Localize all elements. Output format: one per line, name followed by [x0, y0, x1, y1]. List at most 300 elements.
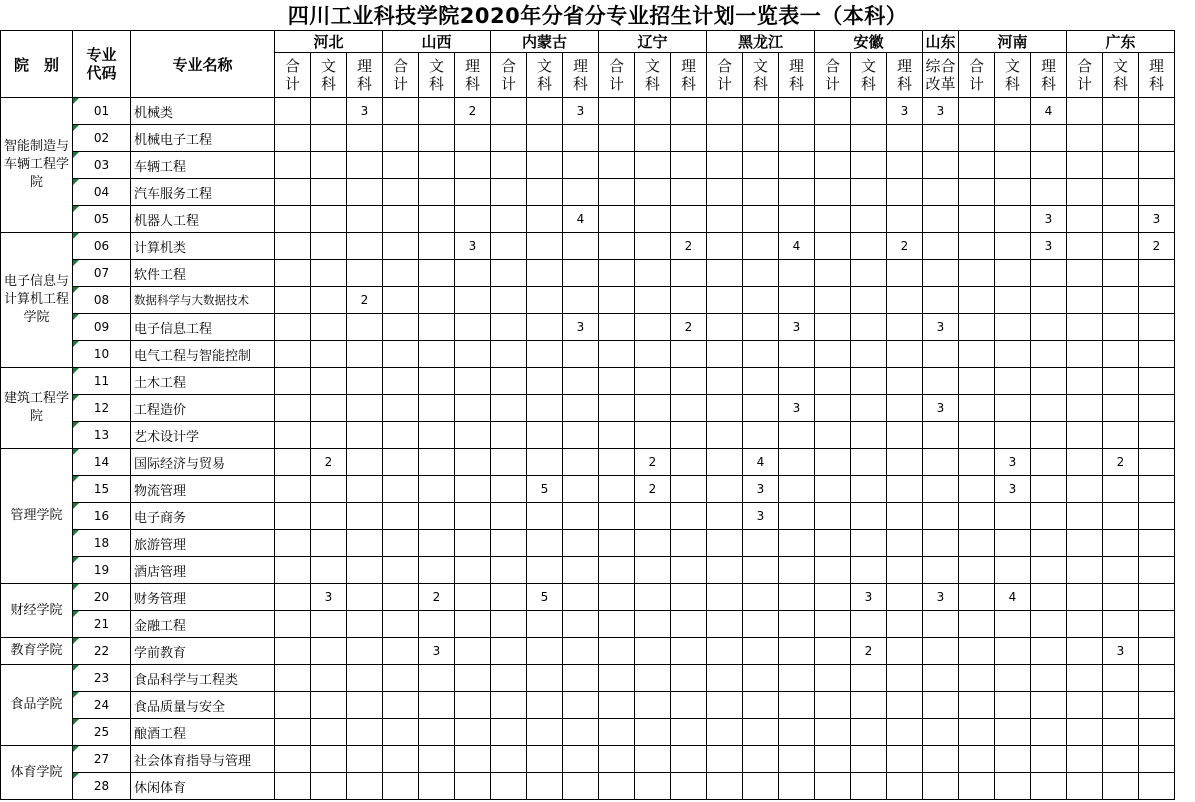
quota-cell: [1031, 530, 1067, 557]
quota-cell: 3: [779, 395, 815, 422]
major-name-cell: 休闲体育: [131, 773, 275, 800]
quota-cell: [959, 746, 995, 773]
quota-cell: [1103, 557, 1139, 584]
major-name-cell: 机械电子工程: [131, 125, 275, 152]
quota-cell: [779, 341, 815, 368]
quota-cell: [887, 287, 923, 314]
college-cell: 财经学院: [1, 584, 73, 638]
quota-cell: [635, 314, 671, 341]
quota-cell: [383, 773, 419, 800]
quota-cell: [455, 287, 491, 314]
quota-cell: [671, 368, 707, 395]
quota-cell: [1103, 422, 1139, 449]
quota-cell: [491, 449, 527, 476]
quota-cell: [851, 611, 887, 638]
table-row: [1, 530, 1175, 557]
quota-cell: [383, 503, 419, 530]
quota-cell: [707, 584, 743, 611]
quota-cell: [527, 341, 563, 368]
major-code-cell: 24: [73, 692, 131, 719]
quota-cell: [491, 179, 527, 206]
quota-cell: [887, 746, 923, 773]
quota-cell: [959, 179, 995, 206]
college-column-header: 院 别: [1, 31, 73, 98]
major-code-cell: 01: [73, 98, 131, 125]
subject-header-line: 计: [824, 75, 840, 93]
subject-header-line: 合: [500, 57, 516, 75]
quota-cell: [347, 611, 383, 638]
quota-cell: [1067, 719, 1103, 746]
quota-cell: 2: [887, 233, 923, 260]
quota-cell: [959, 773, 995, 800]
quota-cell: [347, 530, 383, 557]
quota-cell: [275, 503, 311, 530]
quota-cell: [815, 152, 851, 179]
subject-header: [311, 53, 347, 98]
quota-cell: [959, 449, 995, 476]
major-code-cell: 06: [73, 233, 131, 260]
quota-cell: 3: [1103, 638, 1139, 665]
quota-cell: 3: [743, 503, 779, 530]
quota-cell: [959, 152, 995, 179]
quota-cell: 3: [1031, 206, 1067, 233]
quota-cell: [491, 692, 527, 719]
quota-cell: [815, 557, 851, 584]
quota-cell: [383, 341, 419, 368]
quota-cell: [671, 395, 707, 422]
quota-cell: [923, 638, 959, 665]
quota-cell: [527, 719, 563, 746]
subject-header: [851, 53, 887, 98]
quota-cell: [491, 584, 527, 611]
quota-cell: [599, 773, 635, 800]
quota-cell: [491, 341, 527, 368]
quota-cell: [563, 611, 599, 638]
quota-cell: [635, 638, 671, 665]
quota-cell: [635, 179, 671, 206]
quota-cell: [1067, 503, 1103, 530]
subject-header: [275, 53, 311, 98]
quota-cell: [563, 125, 599, 152]
major-name-cell: 学前教育: [131, 638, 275, 665]
college-cell: 食品学院: [1, 665, 73, 746]
quota-cell: [383, 638, 419, 665]
quota-cell: [887, 530, 923, 557]
table-row: [1, 233, 1175, 260]
quota-cell: [1139, 395, 1175, 422]
quota-cell: [815, 314, 851, 341]
quota-cell: [995, 125, 1031, 152]
quota-cell: [815, 260, 851, 287]
major-name-cell: 机械类: [131, 98, 275, 125]
quota-cell: [491, 206, 527, 233]
quota-cell: [851, 665, 887, 692]
subject-header-line: 科: [356, 75, 372, 93]
quota-cell: [887, 584, 923, 611]
quota-cell: [707, 314, 743, 341]
quota-cell: [275, 233, 311, 260]
quota-cell: [599, 611, 635, 638]
subject-header-line: 科: [644, 75, 660, 93]
subject-header: [491, 53, 527, 98]
quota-cell: [455, 557, 491, 584]
quota-cell: [707, 125, 743, 152]
subject-header: [959, 53, 995, 98]
quota-cell: [1139, 719, 1175, 746]
quota-cell: [563, 287, 599, 314]
table-row: [1, 719, 1175, 746]
quota-cell: [779, 638, 815, 665]
quota-cell: [779, 746, 815, 773]
quota-cell: [563, 557, 599, 584]
subject-header-line: 计: [1076, 75, 1092, 93]
quota-cell: [1067, 476, 1103, 503]
quota-cell: [707, 611, 743, 638]
quota-cell: [383, 746, 419, 773]
quota-cell: [347, 503, 383, 530]
quota-cell: [563, 665, 599, 692]
quota-cell: [887, 395, 923, 422]
table-row: [1, 395, 1175, 422]
quota-cell: [1139, 746, 1175, 773]
quota-cell: [275, 584, 311, 611]
subject-header-line: 科: [1148, 75, 1164, 93]
quota-cell: 2: [347, 287, 383, 314]
quota-cell: [671, 98, 707, 125]
subject-header-line: 理: [1040, 57, 1056, 75]
quota-cell: [275, 638, 311, 665]
quota-cell: [923, 611, 959, 638]
quota-cell: [383, 260, 419, 287]
subject-header: [527, 53, 563, 98]
quota-cell: [563, 638, 599, 665]
quota-cell: [599, 584, 635, 611]
quota-cell: [491, 233, 527, 260]
quota-cell: 2: [1139, 233, 1175, 260]
quota-cell: [743, 422, 779, 449]
quota-cell: [1067, 557, 1103, 584]
quota-cell: [527, 530, 563, 557]
quota-cell: [455, 503, 491, 530]
quota-cell: [455, 179, 491, 206]
quota-cell: [383, 611, 419, 638]
quota-cell: [527, 692, 563, 719]
quota-cell: [311, 179, 347, 206]
quota-cell: [1031, 719, 1067, 746]
quota-cell: [923, 287, 959, 314]
quota-cell: [599, 287, 635, 314]
quota-cell: [1031, 557, 1067, 584]
quota-cell: [1139, 611, 1175, 638]
quota-cell: [1103, 773, 1139, 800]
quota-cell: 3: [851, 584, 887, 611]
subject-header: [1067, 53, 1103, 98]
quota-cell: [491, 746, 527, 773]
quota-cell: [1067, 98, 1103, 125]
major-name-cell: 汽车服务工程: [131, 179, 275, 206]
quota-cell: 5: [527, 476, 563, 503]
quota-cell: [671, 422, 707, 449]
quota-cell: [311, 746, 347, 773]
quota-cell: [707, 395, 743, 422]
quota-cell: 3: [887, 98, 923, 125]
quota-cell: [1067, 395, 1103, 422]
quota-cell: [671, 746, 707, 773]
quota-cell: [779, 206, 815, 233]
table-row: [1, 503, 1175, 530]
quota-cell: 3: [347, 98, 383, 125]
quota-cell: 4: [995, 584, 1031, 611]
quota-cell: [599, 152, 635, 179]
quota-cell: [923, 692, 959, 719]
table-row: [1, 152, 1175, 179]
quota-cell: [707, 530, 743, 557]
quota-cell: [743, 530, 779, 557]
major-code-cell: 11: [73, 368, 131, 395]
major-name-cell: 工程造价: [131, 395, 275, 422]
quota-cell: [527, 665, 563, 692]
province-header: 广东: [1067, 31, 1175, 53]
quota-cell: [347, 125, 383, 152]
quota-cell: [1031, 395, 1067, 422]
quota-cell: [563, 692, 599, 719]
quota-cell: [707, 719, 743, 746]
quota-cell: [779, 125, 815, 152]
quota-cell: [959, 341, 995, 368]
quota-cell: [635, 260, 671, 287]
quota-cell: [419, 503, 455, 530]
quota-cell: [671, 449, 707, 476]
quota-cell: [1067, 125, 1103, 152]
quota-cell: [635, 719, 671, 746]
quota-cell: [383, 584, 419, 611]
quota-cell: [347, 314, 383, 341]
quota-cell: [311, 314, 347, 341]
province-header: 内蒙古: [491, 31, 599, 53]
quota-cell: [419, 422, 455, 449]
quota-cell: [563, 719, 599, 746]
quota-cell: 2: [455, 98, 491, 125]
quota-cell: [527, 206, 563, 233]
quota-cell: [851, 449, 887, 476]
quota-cell: [275, 125, 311, 152]
quota-cell: [419, 179, 455, 206]
quota-cell: [995, 314, 1031, 341]
quota-cell: [1031, 476, 1067, 503]
quota-cell: 4: [779, 233, 815, 260]
quota-cell: [815, 287, 851, 314]
quota-cell: [995, 557, 1031, 584]
subject-header-line: 计: [968, 75, 984, 93]
quota-cell: [1067, 233, 1103, 260]
quota-cell: [743, 692, 779, 719]
quota-cell: [995, 341, 1031, 368]
quota-cell: [887, 638, 923, 665]
table-row: [1, 692, 1175, 719]
quota-cell: [1031, 287, 1067, 314]
major-name-cell: 金融工程: [131, 611, 275, 638]
quota-cell: [491, 152, 527, 179]
quota-cell: [419, 287, 455, 314]
quota-cell: [923, 233, 959, 260]
quota-cell: [527, 611, 563, 638]
quota-cell: [419, 476, 455, 503]
quota-cell: [1067, 314, 1103, 341]
quota-cell: [743, 179, 779, 206]
major-name-cell: 国际经济与贸易: [131, 449, 275, 476]
subject-header-line: 合: [716, 57, 732, 75]
quota-cell: [959, 395, 995, 422]
quota-cell: 4: [563, 206, 599, 233]
page-title: 四川工业科技学院2020年分省分专业招生计划一览表一（本科）: [287, 4, 908, 28]
quota-cell: [779, 530, 815, 557]
quota-cell: [383, 233, 419, 260]
code-header-line1: 专业: [86, 46, 117, 64]
quota-cell: 2: [635, 449, 671, 476]
quota-cell: [599, 314, 635, 341]
quota-cell: [419, 233, 455, 260]
major-code-cell: 16: [73, 503, 131, 530]
quota-cell: 3: [563, 314, 599, 341]
subject-header-line: 改革: [925, 75, 956, 93]
quota-cell: [779, 260, 815, 287]
quota-cell: [527, 152, 563, 179]
quota-cell: [275, 530, 311, 557]
quota-cell: [383, 476, 419, 503]
quota-cell: [491, 395, 527, 422]
quota-cell: [419, 368, 455, 395]
quota-cell: [995, 719, 1031, 746]
major-code-cell: 21: [73, 611, 131, 638]
quota-cell: 3: [923, 395, 959, 422]
quota-cell: [1031, 368, 1067, 395]
quota-cell: [635, 665, 671, 692]
quota-cell: [923, 773, 959, 800]
subject-header-line: 科: [1004, 75, 1020, 93]
quota-cell: [1139, 98, 1175, 125]
major-code-cell: 28: [73, 773, 131, 800]
quota-cell: [779, 584, 815, 611]
quota-cell: [1103, 152, 1139, 179]
quota-cell: [1139, 665, 1175, 692]
subject-header-line: 科: [680, 75, 696, 93]
major-name-cell: 车辆工程: [131, 152, 275, 179]
quota-cell: [383, 368, 419, 395]
province-header: 河南: [959, 31, 1067, 53]
quota-cell: [527, 746, 563, 773]
quota-cell: [671, 557, 707, 584]
quota-cell: [1031, 314, 1067, 341]
quota-cell: [347, 449, 383, 476]
quota-cell: [635, 584, 671, 611]
quota-cell: [383, 395, 419, 422]
quota-cell: [671, 584, 707, 611]
quota-cell: [743, 773, 779, 800]
subject-header-line: 文: [1112, 57, 1128, 75]
quota-cell: [1139, 638, 1175, 665]
quota-cell: [1103, 665, 1139, 692]
quota-cell: [599, 449, 635, 476]
quota-cell: [743, 665, 779, 692]
quota-cell: [1103, 611, 1139, 638]
quota-cell: [419, 719, 455, 746]
quota-cell: [599, 530, 635, 557]
quota-cell: [383, 665, 419, 692]
subject-header-line: 计: [392, 75, 408, 93]
quota-cell: [959, 260, 995, 287]
quota-cell: [887, 773, 923, 800]
quota-cell: [1031, 260, 1067, 287]
major-code-cell: 19: [73, 557, 131, 584]
quota-cell: [779, 773, 815, 800]
major-name-cell: 酿酒工程: [131, 719, 275, 746]
quota-cell: [491, 611, 527, 638]
subject-header-line: 计: [716, 75, 732, 93]
quota-cell: [347, 692, 383, 719]
quota-cell: [347, 395, 383, 422]
quota-cell: [599, 125, 635, 152]
quota-cell: [851, 368, 887, 395]
quota-cell: [635, 773, 671, 800]
major-name-cell: 旅游管理: [131, 530, 275, 557]
quota-cell: [419, 98, 455, 125]
quota-cell: [1031, 422, 1067, 449]
quota-cell: [815, 503, 851, 530]
quota-cell: [995, 665, 1031, 692]
quota-cell: [347, 665, 383, 692]
quota-cell: [887, 422, 923, 449]
subject-header: [887, 53, 923, 98]
quota-cell: [635, 557, 671, 584]
quota-cell: [491, 125, 527, 152]
quota-cell: [563, 503, 599, 530]
quota-cell: [455, 773, 491, 800]
quota-cell: [1031, 665, 1067, 692]
quota-cell: [563, 530, 599, 557]
quota-cell: [1067, 422, 1103, 449]
major-name-cell: 机器人工程: [131, 206, 275, 233]
quota-cell: [671, 611, 707, 638]
major-code-cell: 12: [73, 395, 131, 422]
quota-cell: [311, 719, 347, 746]
quota-cell: [743, 746, 779, 773]
quota-cell: [851, 476, 887, 503]
subject-header-line: 合: [824, 57, 840, 75]
quota-cell: [815, 449, 851, 476]
quota-cell: [959, 584, 995, 611]
subject-header-line: 科: [1040, 75, 1056, 93]
quota-cell: [1103, 206, 1139, 233]
quota-cell: [959, 422, 995, 449]
quota-cell: [347, 152, 383, 179]
major-code-cell: 15: [73, 476, 131, 503]
quota-cell: [995, 422, 1031, 449]
quota-cell: [419, 611, 455, 638]
quota-cell: [347, 746, 383, 773]
quota-cell: [887, 449, 923, 476]
quota-cell: [851, 233, 887, 260]
quota-cell: [923, 530, 959, 557]
quota-cell: [491, 503, 527, 530]
quota-cell: [599, 368, 635, 395]
quota-cell: [779, 503, 815, 530]
quota-cell: [1067, 152, 1103, 179]
quota-cell: [779, 665, 815, 692]
quota-cell: [1139, 368, 1175, 395]
quota-cell: [419, 341, 455, 368]
quota-cell: [743, 314, 779, 341]
major-name-cell: 计算机类: [131, 233, 275, 260]
